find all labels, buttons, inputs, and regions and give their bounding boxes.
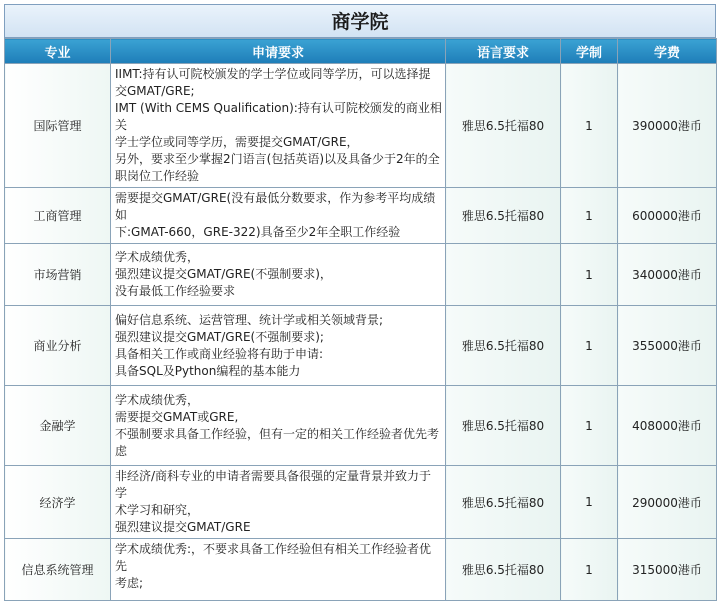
requirements-cell	[111, 466, 446, 539]
table-row	[5, 386, 717, 466]
tuition-cell: 390000港币	[618, 64, 717, 188]
requirement-line: 学士学位或同等学历，需要提交GMAT/GRE，	[115, 135, 359, 149]
duration-cell: 1	[561, 386, 618, 466]
requirement-line: IIMT:持有认可院校颁发的学士学位或同等学历，可以选择提	[115, 67, 431, 81]
duration-cell: 1	[561, 188, 618, 244]
header-tuition: 学费	[618, 39, 717, 64]
header-language: 语言要求	[446, 39, 561, 64]
language-cell: 雅思6.5托福80	[446, 386, 561, 466]
language-cell: 雅思6.5托福80	[446, 188, 561, 244]
major-cell: 市场营销	[5, 244, 111, 306]
table-row	[5, 188, 717, 244]
requirement-line: 具备相关工作或商业经验将有助于申请:	[115, 346, 324, 361]
requirements-cell	[111, 188, 446, 244]
requirements-cell	[111, 539, 446, 601]
major-cell: 金融学	[5, 386, 111, 466]
requirement-line: 具备SQL及Python编程的基本能力	[115, 363, 301, 378]
requirement-line: 非经济/商科专业的申请者需要具备很强的定量背景并致力于学	[115, 469, 432, 500]
requirement-line: 学术成绩优秀，	[115, 392, 200, 407]
duration-cell: 1	[561, 244, 618, 306]
language-cell	[446, 244, 561, 306]
requirement-line: 另外，要求至少掌握2门语言(包括英语)以及具备少于2年的全	[115, 152, 440, 166]
duration-cell: 1	[561, 466, 618, 539]
duration-cell: 1	[561, 64, 618, 188]
table-row	[5, 306, 717, 386]
table-row	[5, 539, 717, 601]
tuition-cell: 315000港币	[618, 539, 717, 601]
requirement-line: 需要提交GMAT或GRE,	[115, 409, 239, 424]
header-row	[5, 39, 717, 64]
tuition-cell: 290000港币	[618, 466, 717, 539]
requirement-line: 术学习和研究，	[115, 503, 200, 517]
requirement-line: 交GMAT/GRE;	[115, 84, 195, 98]
requirements-cell	[111, 244, 446, 306]
requirement-line: 不强制要求具备工作经验，但有一定的相关工作经验者优先考	[115, 426, 440, 441]
program-table	[4, 38, 717, 601]
requirement-line: 虑	[115, 443, 128, 458]
requirement-line: 没有最低工作经验要求	[115, 284, 236, 298]
requirement-line: 学术成绩优秀:，不要求具备工作经验但有相关工作经验者优先	[115, 542, 432, 573]
requirement-line: 强烈建议提交GMAT/GRE(不强制要求);	[115, 329, 324, 344]
requirement-line: IMT (With CEMS Qualification):持有认可院校颁发的商业相关	[115, 101, 442, 132]
tuition-cell: 340000港币	[618, 244, 717, 306]
table-row	[5, 64, 717, 188]
duration-cell: 1	[561, 539, 618, 601]
tuition-cell: 355000港币	[618, 306, 717, 386]
requirement-line: 偏好信息系统、运营管理、统计学或相关领域背景;	[115, 312, 384, 327]
language-cell: 雅思6.5托福80	[446, 466, 561, 539]
table-title: 商学院	[4, 4, 716, 38]
requirement-line: 强烈建议提交GMAT/GRE(不强制要求)，	[115, 267, 332, 281]
requirement-line: 职岗位工作经验	[115, 169, 200, 183]
language-cell: 雅思6.5托福80	[446, 64, 561, 188]
requirements-cell	[111, 64, 446, 188]
header-requirements: 申请要求	[111, 39, 446, 64]
duration-cell: 1	[561, 306, 618, 386]
major-cell: 信息系统管理	[5, 539, 111, 601]
major-cell: 工商管理	[5, 188, 111, 244]
requirements-cell	[111, 386, 446, 466]
major-cell: 经济学	[5, 466, 111, 539]
requirement-line: 需要提交GMAT/GRE(没有最低分数要求，作为参考平均成绩如	[115, 191, 436, 222]
major-cell: 商业分析	[5, 306, 111, 386]
table-row	[5, 466, 717, 539]
requirement-line: 下:GMAT-660，GRE-322)具备至少2年全职工作经验	[115, 225, 401, 239]
header-duration: 学制	[561, 39, 618, 64]
tuition-cell: 408000港币	[618, 386, 717, 466]
major-cell: 国际管理	[5, 64, 111, 188]
requirements-cell	[111, 306, 446, 386]
table-row	[5, 244, 717, 306]
tuition-cell: 600000港币	[618, 188, 717, 244]
business-school-table	[4, 4, 716, 601]
header-major: 专业	[5, 39, 111, 64]
language-cell: 雅思6.5托福80	[446, 306, 561, 386]
requirement-line: 强烈建议提交GMAT/GRE	[115, 520, 251, 534]
language-cell: 雅思6.5托福80	[446, 539, 561, 601]
requirement-line: 学术成绩优秀，	[115, 250, 200, 264]
requirement-line: 考虑;	[115, 576, 144, 590]
